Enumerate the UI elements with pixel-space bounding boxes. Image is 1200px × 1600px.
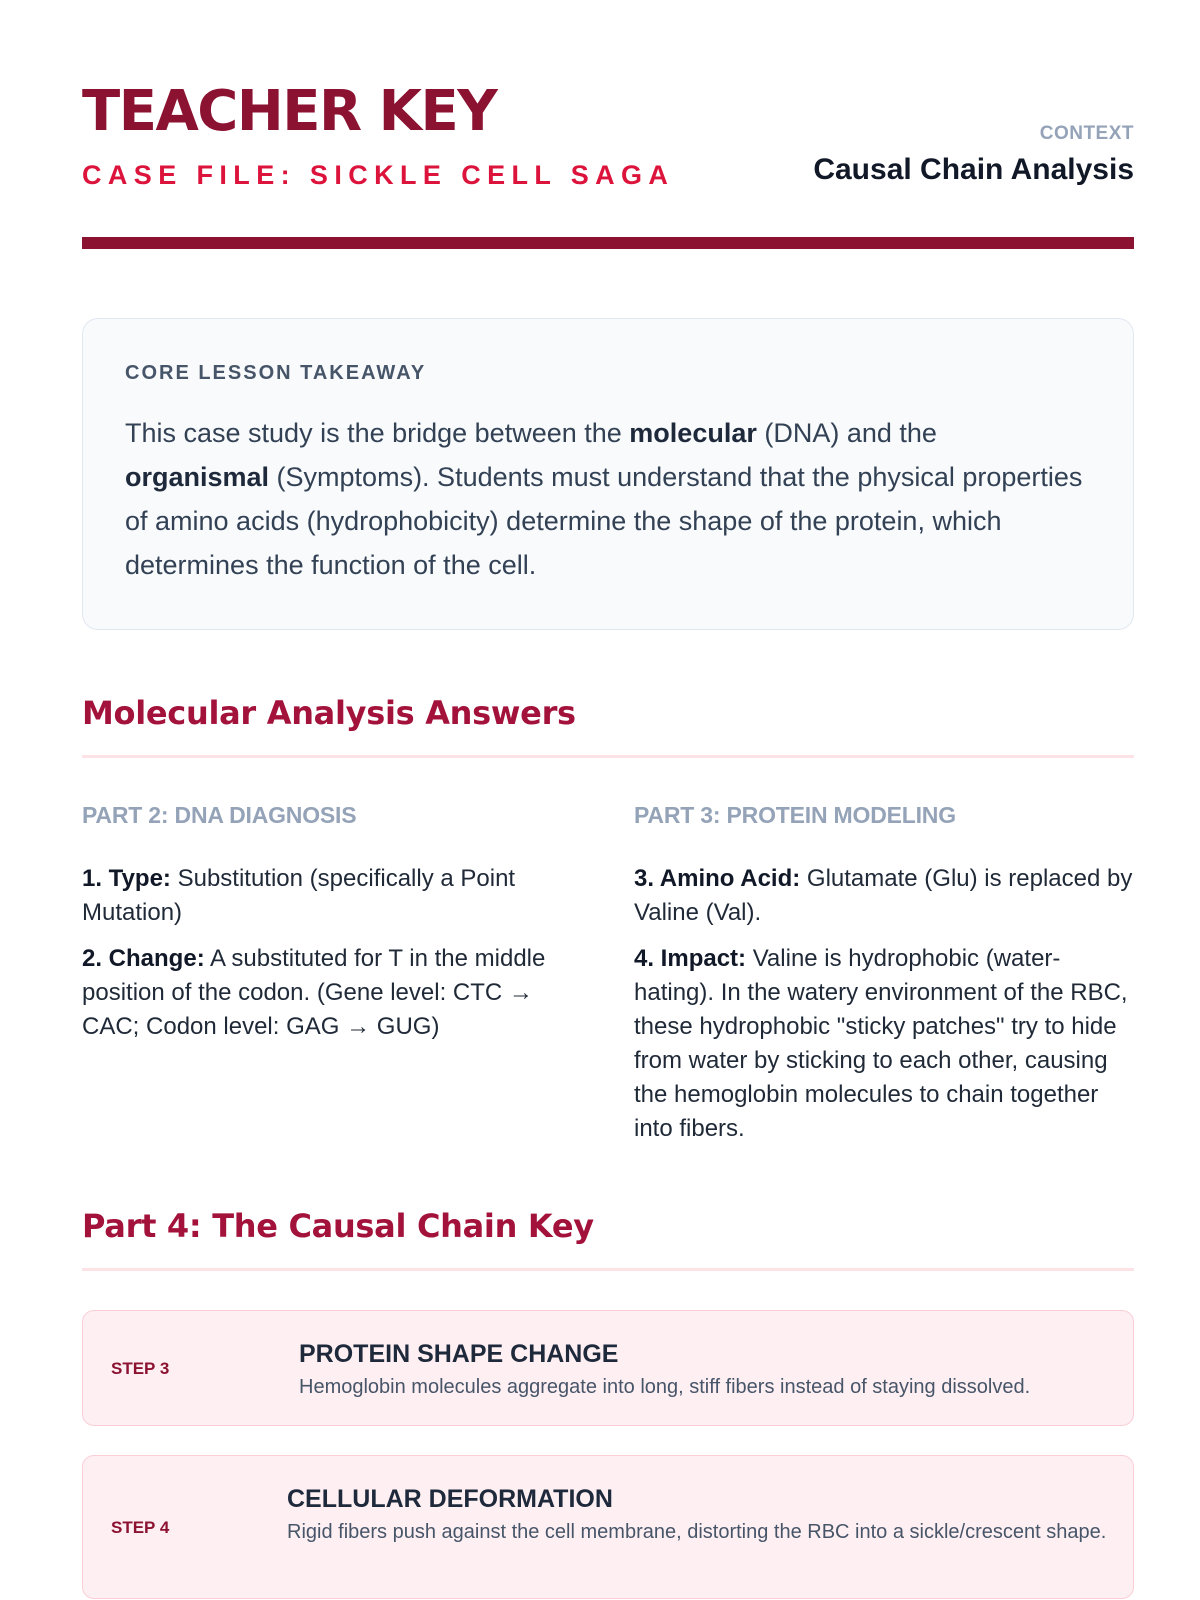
context-label: CONTEXT <box>1039 123 1134 144</box>
takeaway-text <box>125 411 1085 587</box>
answer-label: 2. Change: <box>82 945 205 972</box>
answer-item <box>634 942 1134 1146</box>
part2-column <box>82 800 582 1056</box>
answer-item <box>634 862 1134 930</box>
step-description: Hemoglobin molecules aggregate into long, stiff fibers instead of staying dissolved. <box>299 1376 1031 1398</box>
answer-label: 3. Amino Acid: <box>634 865 801 892</box>
section-divider <box>82 1268 1134 1271</box>
part3-heading: PART 3: PROTEIN MODELING <box>634 802 956 828</box>
takeaway-text-part: (DNA) and the <box>756 418 937 448</box>
page-title: TEACHER KEY <box>82 79 497 144</box>
answer-text: Valine is hydrophobic (water-hating). In the watery environment of the RBC, these hydrophobic "sticky patches" try to hide from water by sticking to each other, causing the hemoglobin molecules to chain together into fibers. <box>634 945 1128 1142</box>
causal-step-card <box>82 1455 1134 1599</box>
document-header <box>82 78 1134 198</box>
answer-text: Glutamate (Glu) is replaced by Valine (Val). <box>634 865 1133 926</box>
takeaway-text-part: (Symptoms). Students must understand that the physical properties of amino acids (hydrophobicity) determine the shape of the protein, which determines the function of the cell. <box>125 462 1083 580</box>
takeaway-emphasis-molecular: molecular <box>629 418 757 448</box>
step-title: CELLULAR DEFORMATION <box>287 1485 613 1513</box>
step-description: Rigid fibers push against the cell membrane, distorting the RBC into a sickle/crescent shape. <box>287 1521 1107 1543</box>
section-title-molecular: Molecular Analysis Answers <box>82 694 576 732</box>
takeaway-label: CORE LESSON TAKEAWAY <box>125 362 427 384</box>
document-page <box>82 0 1134 1600</box>
header-divider <box>82 237 1134 249</box>
answer-item <box>82 862 582 930</box>
context-value: Causal Chain Analysis <box>813 153 1134 186</box>
part3-column <box>634 800 1134 1158</box>
answer-text: A substituted for T in the middle position of the codon. (Gene level: CTC → CAC; Codon level: GAG → GUG) <box>82 945 546 1040</box>
core-takeaway-box <box>82 318 1134 630</box>
step-title: PROTEIN SHAPE CHANGE <box>299 1340 619 1368</box>
part2-heading: PART 2: DNA DIAGNOSIS <box>82 802 357 828</box>
answer-label: 1. Type: <box>82 865 171 892</box>
takeaway-text-part: This case study is the bridge between the <box>125 418 630 448</box>
answer-text: Substitution (specifically a Point Mutation) <box>82 865 516 926</box>
step-number: STEP 3 <box>111 1359 170 1378</box>
takeaway-emphasis-organismal: organismal <box>125 462 270 492</box>
section-title-causal-chain: Part 4: The Causal Chain Key <box>82 1207 594 1245</box>
step-number: STEP 4 <box>111 1518 170 1537</box>
answer-item <box>82 942 582 1044</box>
case-file-subtitle: CASE FILE: SICKLE CELL SAGA <box>82 160 675 190</box>
causal-step-card <box>82 1310 1134 1426</box>
answer-label: 4. Impact: <box>634 945 747 972</box>
section-divider <box>82 755 1134 758</box>
